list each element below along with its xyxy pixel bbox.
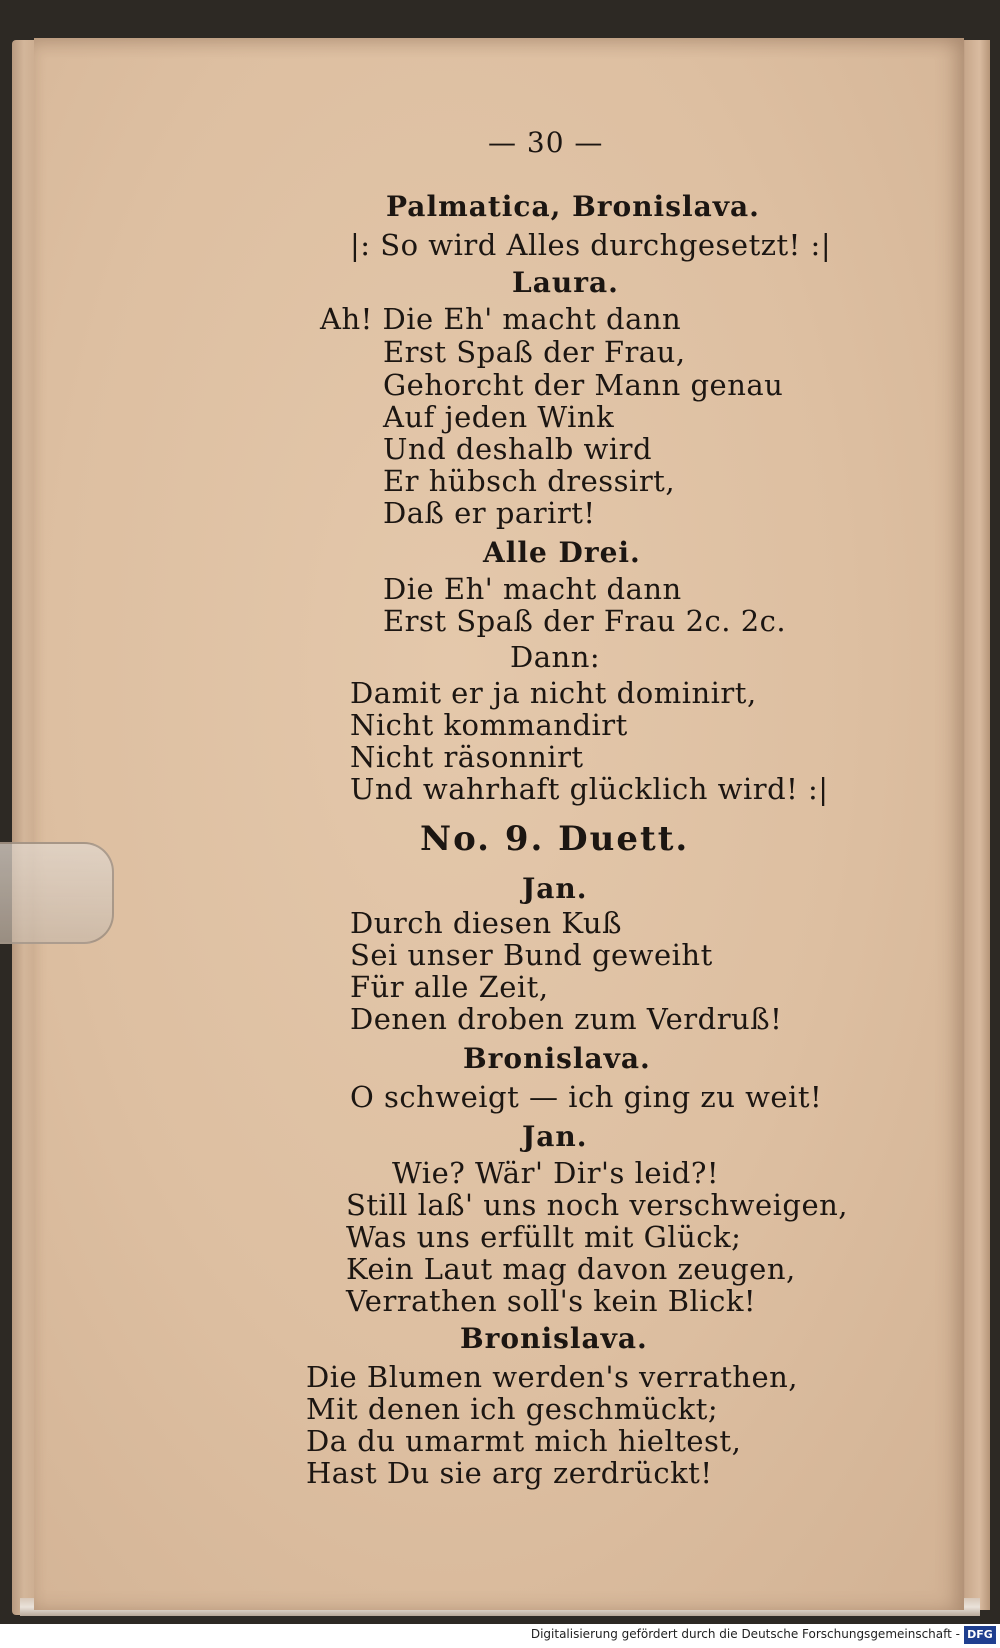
page-number: — 30 —	[488, 126, 604, 159]
verse-line: Wie? Wär' Dir's leid?!	[392, 1156, 720, 1190]
verse-line: Und wahrhaft glücklich wird! :|	[350, 772, 829, 806]
verse-line: Erst Spaß der Frau,	[383, 335, 686, 369]
verse-line: Denen droben zum Verdruß!	[350, 1002, 783, 1036]
verse-line: Die Blumen werden's verrathen,	[306, 1360, 798, 1394]
dfg-logo-icon: DFG	[964, 1626, 996, 1644]
verse-line: Still laß' uns noch verschweigen,	[346, 1188, 849, 1222]
verse-line: Dann:	[510, 640, 601, 674]
speaker-alle-drei: Alle Drei.	[483, 536, 641, 569]
verse-line: Erst Spaß der Frau 2c. 2c.	[383, 604, 787, 638]
page-clip	[0, 842, 114, 944]
footer-credit-text: Digitalisierung gefördert durch die Deutsche Forschungsgemeinschaft -	[530, 1627, 960, 1641]
verse-line: Er hübsch dressirt,	[383, 464, 676, 498]
section-heading: No. 9. Duett.	[420, 819, 690, 859]
verse-line: Für alle Zeit,	[350, 970, 549, 1004]
verse-line: Die Eh' macht dann	[383, 572, 682, 606]
verse-line: Was uns erfüllt mit Glück;	[346, 1220, 742, 1254]
digitization-footer	[0, 1624, 1000, 1648]
verse-line: O schweigt — ich ging zu weit!	[350, 1080, 823, 1114]
speaker-bronislava: Bronislava.	[460, 1322, 648, 1355]
verse-line: Kein Laut mag davon zeugen,	[346, 1252, 796, 1286]
speaker-palmatica-bronislava: Palmatica, Bronislava.	[386, 190, 760, 223]
verse-line: Hast Du sie arg zerdrückt!	[306, 1456, 713, 1490]
verse-line: Gehorcht der Mann genau	[383, 368, 784, 402]
speaker-laura: Laura.	[512, 266, 619, 299]
verse-line: Nicht räsonnirt	[350, 740, 584, 774]
speaker-bronislava: Bronislava.	[463, 1042, 651, 1075]
verse-line: Verrathen soll's kein Blick!	[346, 1284, 757, 1318]
verse-line: Sei unser Bund geweiht	[350, 938, 713, 972]
verse-line: Nicht kommandirt	[350, 708, 628, 742]
verse-line: |: So wird Alles durchgesetzt! :|	[350, 228, 832, 262]
verse-line: Damit er ja nicht dominirt,	[350, 676, 757, 710]
verse-line: Durch diesen Kuß	[350, 906, 622, 940]
speaker-jan: Jan.	[522, 1120, 588, 1153]
speaker-jan: Jan.	[522, 872, 588, 905]
verse-line: Ah! Die Eh' macht dann	[320, 302, 682, 336]
verse-line: Mit denen ich geschmückt;	[306, 1392, 719, 1426]
verse-line: Auf jeden Wink	[383, 400, 615, 434]
verse-line: Daß er parirt!	[383, 496, 596, 530]
verse-line: Und deshalb wird	[383, 432, 653, 466]
verse-line: Da du umarmt mich hieltest,	[306, 1424, 742, 1458]
